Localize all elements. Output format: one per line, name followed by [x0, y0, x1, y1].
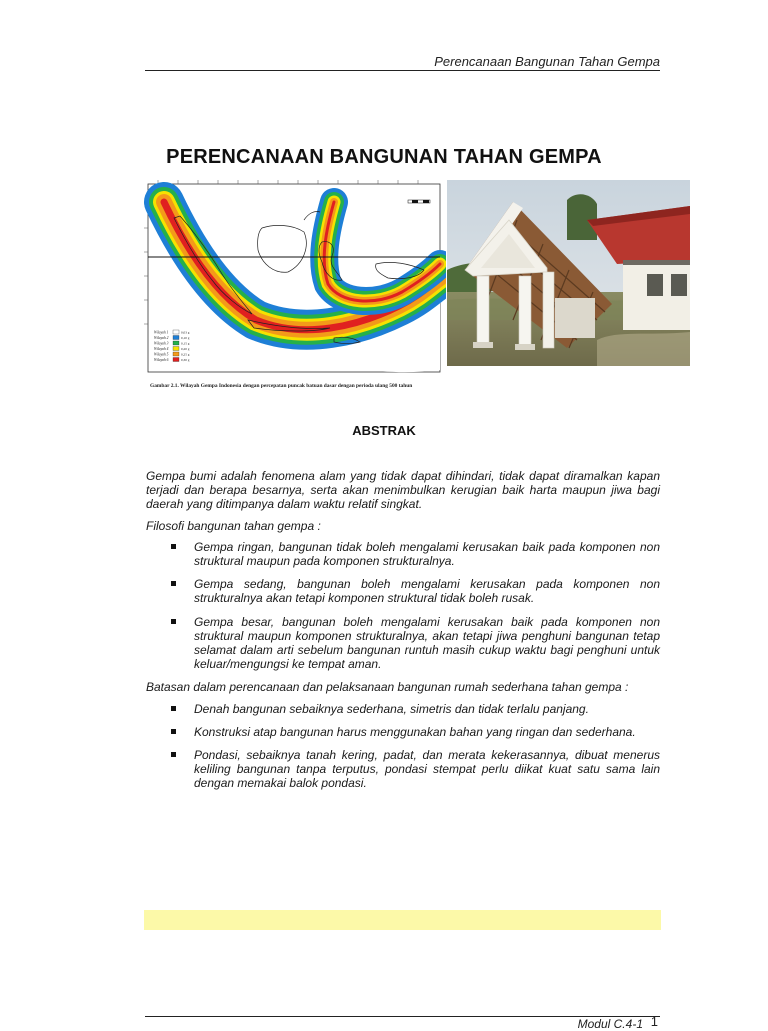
abstract-intro-paragraph: Gempa bumi adalah fenomena alam yang tidak dapat dihindari, tidak dapat diramalkan kapan terjadi dan berapa besarnya, serta akan menimbulkan kerugian baik harta maupun jiwa bagi daerah yang ditimpanya dalam waktu relatif singkat.	[146, 469, 660, 512]
legend-value-label: 0,15 g	[181, 341, 190, 346]
legend-swatch	[173, 336, 179, 340]
page-title: PERENCANAAN BANGUNAN TAHAN GEMPA	[166, 146, 602, 168]
list-item: Gempa besar, bangunan boleh mengalami kerusakan baik pada komponen non struktural maupun komponen strukturalnya, akan tetapi jiwa penghuni bangunan tetap selamat dalam arti sebelum bangunan runtuh masih cukup waktu bagi penghuni untuk keluar/mengungsi ke tempat aman.	[146, 615, 660, 672]
legend-zone-label: Wilayah 1	[154, 330, 169, 335]
running-header: Perencanaan Bangunan Tahan Gempa	[434, 54, 660, 69]
header-rule	[145, 70, 660, 71]
page-number: 1	[650, 1014, 658, 1029]
legend-swatch	[173, 341, 179, 345]
collapsed-building-illustration	[447, 180, 690, 366]
list-item: Denah bangunan sebaiknya sederhana, simetris dan tidak terlalu panjang.	[146, 702, 660, 716]
list-item: Gempa ringan, bangunan tidak boleh mengalami kerusakan baik pada komponen non struktural maupun pada komponen strukturalnya.	[146, 540, 660, 568]
legend-value-label: 0,20 g	[181, 347, 190, 352]
collapsed-building-photo	[447, 180, 690, 366]
bullet-square-icon	[171, 619, 176, 624]
footer-module-label: Modul C.4-1	[577, 1017, 643, 1031]
legend-zone-label: Wilayah 4	[154, 347, 169, 352]
highlight-bar	[144, 910, 661, 930]
list-item: Konstruksi atap bangunan harus menggunakan bahan yang ringan dan sederhana.	[146, 725, 660, 739]
bullet-square-icon	[171, 729, 176, 734]
legend-value-label: 0,03 g	[181, 330, 190, 335]
legend-zone-label: Wilayah 2	[154, 336, 169, 341]
abstract-heading: ABSTRAK	[352, 423, 416, 438]
legend-zone-label: Wilayah 6	[154, 358, 169, 363]
legend-swatch	[173, 352, 179, 356]
bullet-square-icon	[171, 706, 176, 711]
figure-caption: Gambar 2.1. Wilayah Gempa Indonesia dengan percepatan puncak batuan dasar dengan perioda ulang 500 tahun	[150, 383, 413, 389]
seismic-zone-map-graphic	[144, 180, 446, 376]
legend-value-label: 0,10 g	[181, 336, 190, 341]
map-scale-bar	[408, 200, 430, 203]
bullet-square-icon	[171, 581, 176, 586]
legend-zone-label: Wilayah 3	[154, 341, 169, 346]
philosophy-label: Filosofi bangunan tahan gempa :	[146, 518, 321, 533]
limits-label: Batasan dalam perencanaan dan pelaksanaan bangunan rumah sederhana tahan gempa :	[146, 680, 629, 695]
list-item: Pondasi, sebaiknya tanah kering, padat, dan merata kekerasannya, dibuat menerus keliling bangunan tanpa terputus, pondasi stempat perlu diikat kuat satu sama lain dengan memakai balok pondasi.	[146, 748, 660, 791]
legend-value-label: 0,30 g	[181, 358, 190, 363]
legend-swatch	[173, 330, 179, 334]
bullet-square-icon	[171, 544, 176, 549]
legend-swatch	[173, 347, 179, 351]
limits-list	[146, 702, 660, 791]
legend-zone-label: Wilayah 5	[154, 352, 169, 357]
legend-swatch	[173, 358, 179, 362]
list-item: Gempa sedang, bangunan boleh mengalami kerusakan pada komponen non strukturalnya akan tetapi komponen struktural tidak boleh rusak.	[146, 577, 660, 605]
legend-value-label: 0,25 g	[181, 352, 190, 357]
bullet-square-icon	[171, 752, 176, 757]
philosophy-list	[146, 540, 660, 672]
seismic-zone-map	[144, 180, 446, 376]
abstract-body	[146, 469, 660, 800]
